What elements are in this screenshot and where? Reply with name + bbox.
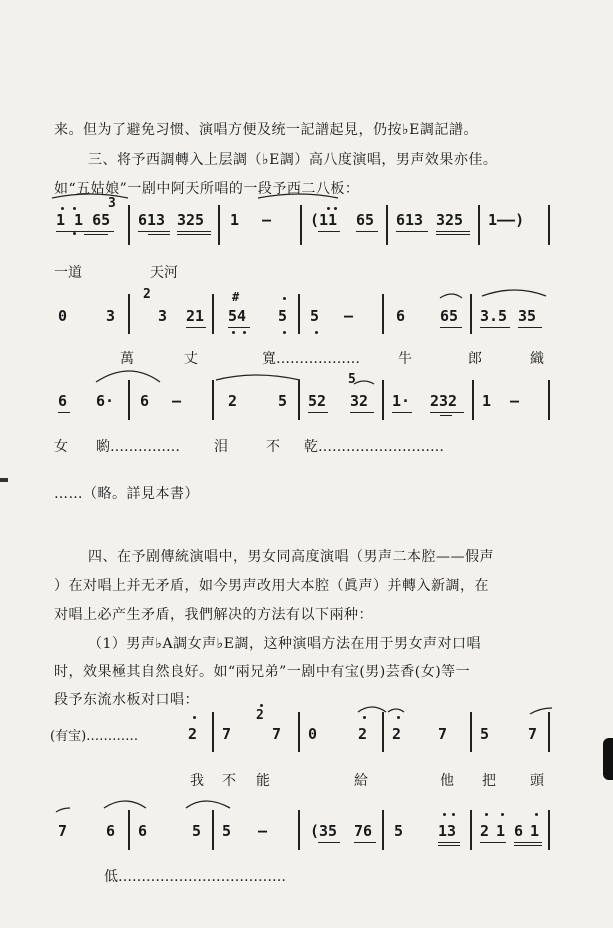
text-line-6: ）在对唱上并无矛盾，如今男声改用大本腔（眞声）并轉入新調，在 bbox=[54, 578, 489, 594]
note: 1· bbox=[392, 392, 411, 410]
note: 5 bbox=[348, 372, 356, 387]
note: 13 bbox=[438, 822, 457, 840]
note: 2 bbox=[480, 822, 490, 840]
note: 3 bbox=[108, 196, 116, 211]
note: 5 bbox=[222, 822, 232, 840]
note: (35 bbox=[310, 822, 338, 840]
text-line-3: 如“五姑娘”一剧中阿天所唱的一段予西二八板： bbox=[54, 181, 360, 197]
note: 0 bbox=[58, 307, 68, 325]
slur bbox=[52, 194, 128, 198]
note: 6 bbox=[514, 822, 524, 840]
lyric: 他 bbox=[440, 773, 454, 789]
lyric: 郎 bbox=[468, 351, 482, 367]
slur bbox=[56, 808, 70, 812]
lyric: 織 bbox=[530, 351, 544, 367]
lyric: 天河 bbox=[150, 265, 178, 281]
note: 65 bbox=[356, 211, 375, 229]
note: 6 bbox=[140, 392, 150, 410]
text-line-2: 三、将予西調轉入上层調（♭E調）高八度演唱，男声效果亦佳。 bbox=[88, 152, 498, 168]
note: 6 bbox=[106, 822, 116, 840]
note: 3.5 bbox=[480, 307, 508, 325]
lyric: 寬……………… bbox=[262, 351, 360, 367]
text-line-7: 对唱上必产生矛盾，我們解决的方法有以下兩种： bbox=[54, 607, 373, 623]
note: 54 bbox=[228, 307, 247, 325]
note: 3 bbox=[106, 307, 116, 325]
note: — bbox=[262, 211, 272, 229]
note: — bbox=[510, 392, 520, 410]
note: 613 bbox=[138, 211, 166, 229]
lyric: 我 bbox=[190, 773, 204, 789]
lyric: 乾……………………… bbox=[304, 439, 444, 455]
note: — bbox=[172, 392, 182, 410]
note: 2 bbox=[392, 725, 402, 743]
note: — bbox=[344, 307, 354, 325]
slur bbox=[186, 801, 230, 808]
binding-shadow bbox=[603, 738, 613, 780]
note: 7 bbox=[438, 725, 448, 743]
lyric: 牛 bbox=[398, 351, 412, 367]
note: 1 bbox=[482, 392, 492, 410]
note: 7 bbox=[222, 725, 232, 743]
text-line-10: 段予东流水板对口唱： bbox=[54, 692, 199, 708]
note: 2 bbox=[188, 725, 198, 743]
text-line-8: （1）男声♭A調女声♭E調，这种演唱方法在用于男女声对口唱 bbox=[88, 636, 481, 652]
lyric: 女 bbox=[54, 439, 68, 455]
note: 35 bbox=[518, 307, 537, 325]
text-line-5: 四、在予剧傳統演唱中，男女同高度演唱（男声二本腔——假声 bbox=[88, 549, 494, 565]
note: 6 bbox=[396, 307, 406, 325]
note: 5 bbox=[394, 822, 404, 840]
lyric: 頭 bbox=[530, 773, 544, 789]
slur bbox=[482, 290, 546, 296]
note: 1 bbox=[496, 822, 506, 840]
note: 5 bbox=[278, 392, 288, 410]
lyric: 把 bbox=[482, 773, 496, 789]
note: 6 bbox=[58, 392, 68, 410]
note: 76 bbox=[354, 822, 373, 840]
text-line-1: 来。但为了避免习惯、演唱方便及统一記譜起見，仍按♭E調記譜。 bbox=[54, 122, 478, 138]
lyric: 丈 bbox=[184, 351, 198, 367]
note: 2 bbox=[143, 287, 151, 302]
slur bbox=[354, 381, 374, 384]
note: 52 bbox=[308, 392, 327, 410]
lyric: 不 bbox=[266, 439, 280, 455]
lyric: 萬 bbox=[120, 351, 134, 367]
note: 7 bbox=[528, 725, 538, 743]
note: 325 bbox=[177, 211, 205, 229]
note: 65 bbox=[440, 307, 459, 325]
note: # bbox=[232, 290, 240, 304]
slur bbox=[258, 194, 338, 198]
lyric: 給 bbox=[354, 773, 368, 789]
slur bbox=[358, 707, 386, 712]
note: 2 bbox=[228, 392, 238, 410]
note: 1 bbox=[530, 822, 540, 840]
note: 5 bbox=[480, 725, 490, 743]
slur bbox=[388, 709, 404, 712]
note: 32 bbox=[350, 392, 369, 410]
lyric: 喲…………… bbox=[96, 439, 180, 455]
slur bbox=[216, 375, 300, 380]
note: 613 bbox=[396, 211, 424, 229]
note: 1 1 65 bbox=[56, 211, 111, 229]
text-line-9: 时，效果極其自然良好。如“兩兄弟”一剧中有宝(男)芸香(女)等一 bbox=[54, 664, 471, 680]
note: 5 bbox=[310, 307, 320, 325]
note: 2 bbox=[256, 708, 264, 723]
lyric: 能 bbox=[256, 773, 270, 789]
note: 7 bbox=[272, 725, 282, 743]
slur bbox=[96, 371, 160, 382]
note: — bbox=[258, 822, 268, 840]
lyric: 一道 bbox=[54, 265, 82, 281]
note: 6 bbox=[138, 822, 148, 840]
note: 7 bbox=[58, 822, 68, 840]
note: 325 bbox=[436, 211, 464, 229]
role-prefix: (有宝)………… bbox=[50, 729, 139, 744]
note: 2 bbox=[358, 725, 368, 743]
note: 232 bbox=[430, 392, 458, 410]
note: 3 bbox=[158, 307, 168, 325]
note: 5 bbox=[192, 822, 202, 840]
note: 1——) bbox=[488, 211, 525, 229]
note: 21 bbox=[186, 307, 205, 325]
slur bbox=[440, 294, 462, 298]
note: 6· bbox=[96, 392, 115, 410]
slur bbox=[530, 708, 552, 714]
lyric: 不 bbox=[222, 773, 236, 789]
page-edge-mark bbox=[0, 478, 8, 482]
lyric: 泪 bbox=[214, 439, 228, 455]
note: 5 bbox=[278, 307, 288, 325]
lyric: 低……………………………… bbox=[104, 869, 286, 885]
note: (11 bbox=[310, 211, 338, 229]
note: 0 bbox=[308, 725, 318, 743]
omission-note: ……（略。詳見本書） bbox=[54, 486, 199, 502]
slur bbox=[104, 801, 146, 808]
note: 1 bbox=[230, 211, 240, 229]
